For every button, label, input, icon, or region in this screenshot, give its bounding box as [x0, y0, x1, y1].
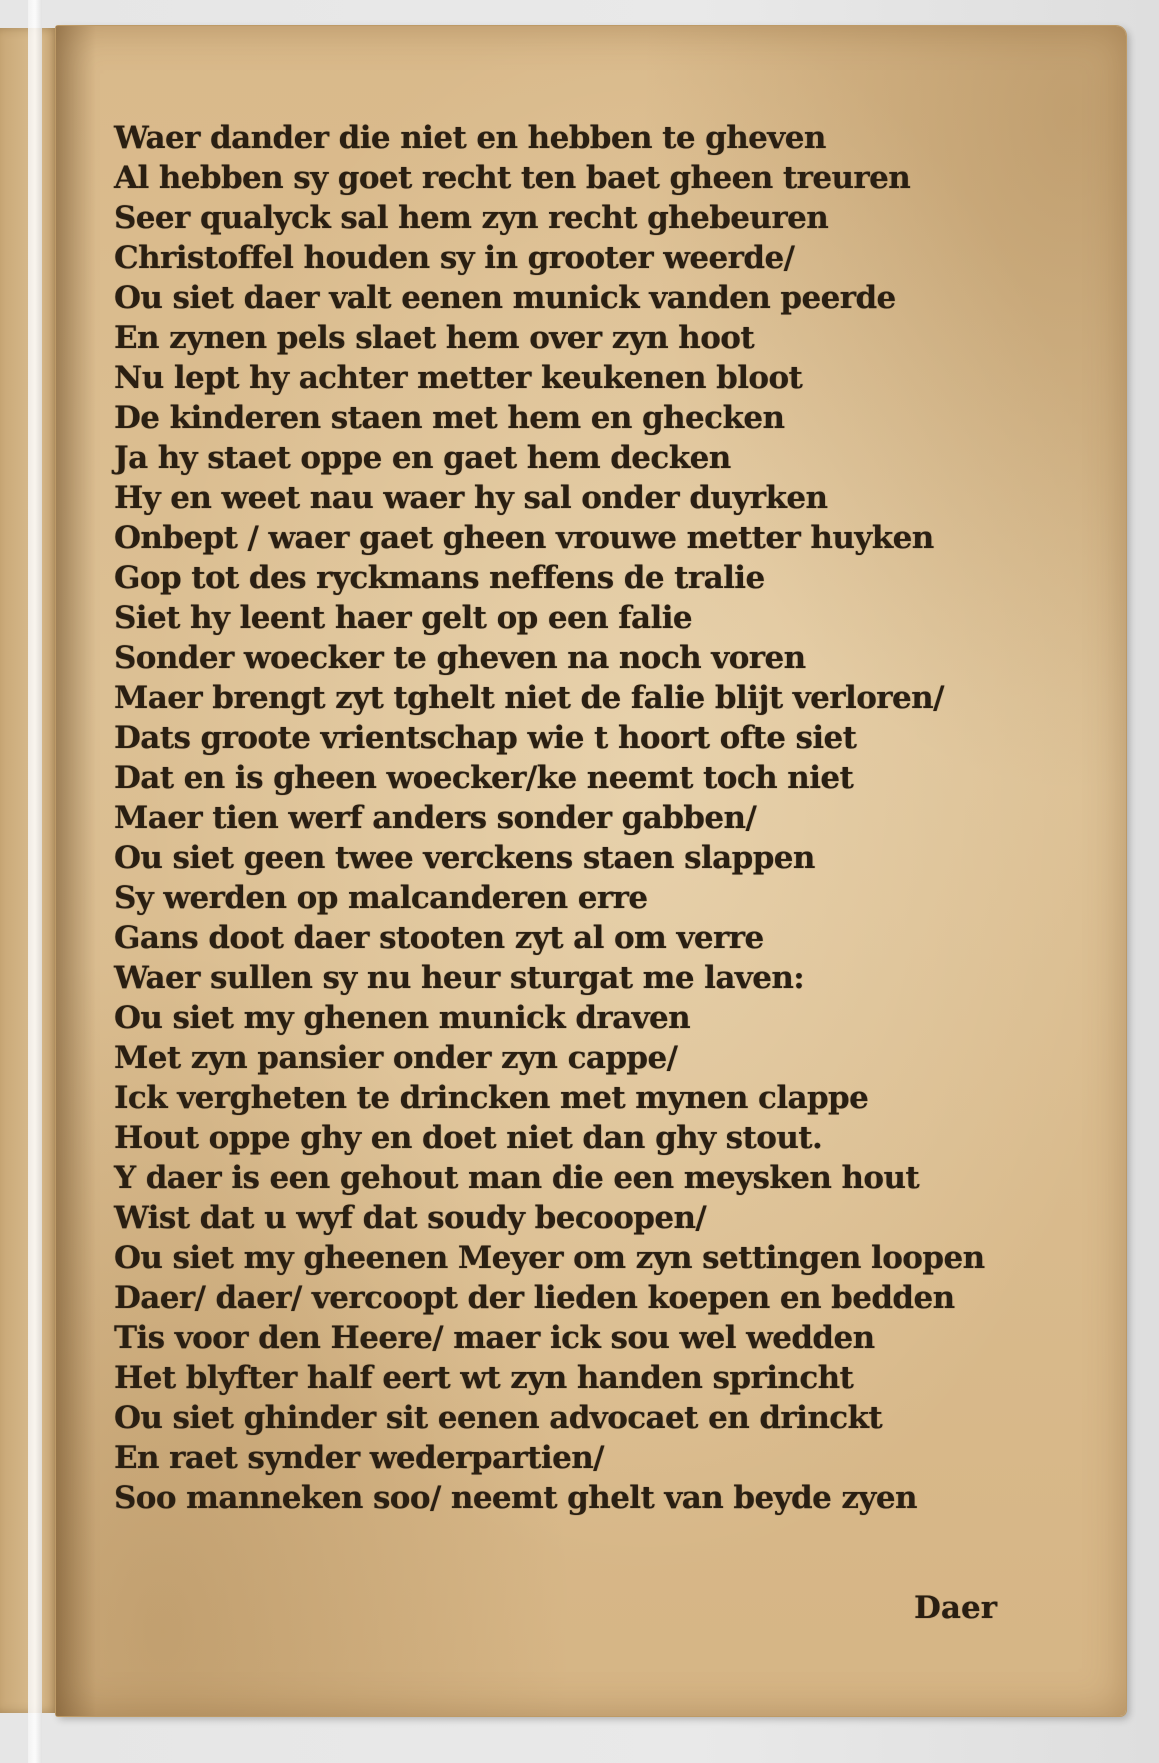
- verse-line: Tis voor den Heere/ maer ick sou wel wedden: [114, 1320, 875, 1356]
- verse-line: Sy werden op malcanderen erre: [114, 880, 648, 916]
- verse-line: En raet synder wederpartien/: [114, 1440, 604, 1476]
- verse-line: Daer/ daer/ vercoopt der lieden koepen en bedden: [114, 1280, 955, 1316]
- verse-line: Ja hy staet oppe en gaet hem decken: [114, 440, 731, 476]
- verse-line: Hout oppe ghy en doet niet dan ghy stout.: [114, 1120, 823, 1156]
- verse-line: Ou siet my ghenen munick draven: [114, 1000, 691, 1036]
- verse-line: Seer qualyck sal hem zyn recht ghebeuren: [114, 200, 829, 236]
- verse-line: Siet hy leent haer gelt op een falie: [114, 600, 692, 636]
- verse-line: Nu lept hy achter metter keukenen bloot: [114, 360, 803, 396]
- verse-line: Wist dat u wyf dat soudy becoopen/: [114, 1200, 707, 1236]
- verse-line: Dat en is gheen woecker/ke neemt toch niet: [114, 760, 854, 796]
- verse-line: Ou siet ghinder sit eenen advocaet en drinckt: [114, 1400, 883, 1436]
- gutter-shadow: [56, 26, 96, 1716]
- verse-line: Soo manneken soo/ neemt ghelt van beyde zyen: [114, 1480, 917, 1516]
- verse-line: Gans doot daer stooten zyt al om verre: [114, 920, 764, 956]
- verse-line: Gop tot des ryckmans neffens de tralie: [114, 560, 765, 596]
- verse-line: Ou siet daer valt eenen munick vanden peerde: [114, 280, 896, 316]
- verse-line: Dats groote vrientschap wie t hoort ofte siet: [114, 720, 857, 756]
- verse-line: Maer brengt zyt tghelt niet de falie blijt verloren/: [114, 680, 944, 716]
- book-cradle-pin: [28, 0, 42, 1763]
- verse-line: Ou siet geen twee verckens staen slappen: [114, 840, 815, 876]
- verse-line: Maer tien werf anders sonder gabben/: [114, 800, 757, 836]
- book-page: [56, 26, 1126, 1716]
- verse-line: Waer sullen sy nu heur sturgat me laven:: [114, 960, 805, 996]
- verse-line: Sonder woecker te gheven na noch voren: [114, 640, 806, 676]
- verse-line: En zynen pels slaet hem over zyn hoot: [114, 320, 755, 356]
- verse-line: Waer dander die niet en hebben te gheven: [114, 120, 826, 156]
- verse-line: Christoffel houden sy in grooter weerde/: [114, 240, 795, 276]
- verse-line: Met zyn pansier onder zyn cappe/: [114, 1040, 678, 1076]
- verse-line: Hy en weet nau waer hy sal onder duyrken: [114, 480, 828, 516]
- verse-line: De kinderen staen met hem en ghecken: [114, 400, 785, 436]
- catchword: Daer: [914, 1590, 998, 1626]
- verse-line: Y daer is een gehout man die een meysken hout: [114, 1160, 920, 1196]
- verse-line: Ou siet my gheenen Meyer om zyn settingen loopen: [114, 1240, 985, 1276]
- verse-text: [114, 118, 1074, 1518]
- verse-line: Al hebben sy goet recht ten baet gheen treuren: [114, 160, 911, 196]
- verse-line: Ick vergheten te drincken met mynen clappe: [114, 1080, 869, 1116]
- verse-line: Het blyfter half eert wt zyn handen sprincht: [114, 1360, 854, 1396]
- verse-line: Onbept / waer gaet gheen vrouwe metter huyken: [114, 520, 934, 556]
